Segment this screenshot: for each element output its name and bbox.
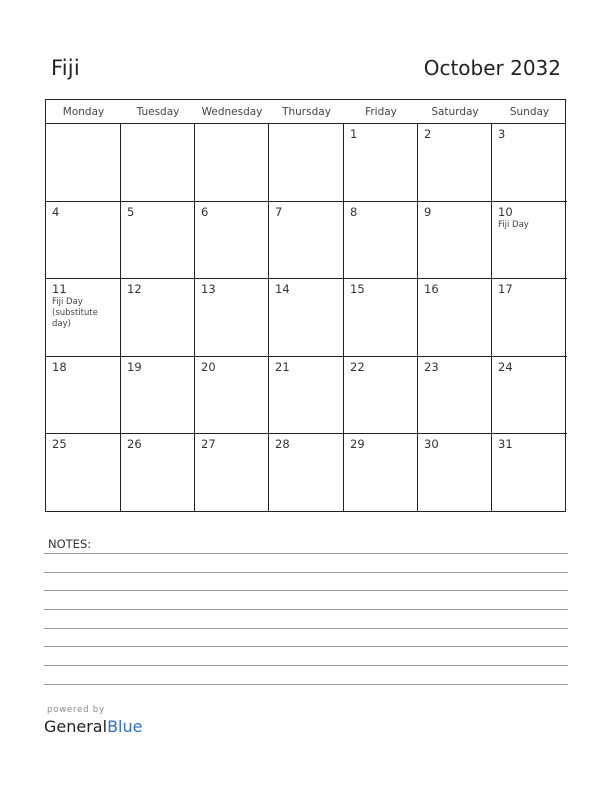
day-number: 28 [275,437,290,452]
day-cell [269,279,344,357]
day-number: 9 [424,204,432,219]
brand-logo [44,717,142,736]
day-cell [418,434,492,512]
day-number: 31 [498,437,513,452]
weekday-saturday: Saturday [431,106,479,118]
day-number: 8 [350,204,358,219]
note-line [44,665,568,666]
weekday-header [46,100,565,124]
day-number: 13 [201,282,216,297]
weekday-monday: Monday [62,106,105,118]
note-line [44,646,568,647]
day-cell [46,357,121,435]
brand-name-part2: Blue [107,717,143,736]
weekday-tuesday: Tuesday [136,106,180,118]
day-cell [344,202,418,280]
day-number: 10 [498,204,513,219]
day-cell [492,357,567,435]
day-cell [195,357,269,435]
day-cell [46,124,121,202]
day-cell [418,279,492,357]
weekday-friday: Friday [365,106,397,118]
day-cell [492,434,567,512]
day-cell [121,279,195,357]
calendar-grid [45,99,566,512]
weekday-sunday: Sunday [509,106,550,118]
day-cell [121,202,195,280]
days-grid [46,124,565,512]
day-number: 25 [52,437,67,452]
note-line [44,609,568,610]
day-cell [195,434,269,512]
note-line [44,553,568,554]
day-cell [344,434,418,512]
day-number: 19 [127,359,142,374]
day-number: 12 [127,282,142,297]
day-number: 3 [498,127,506,141]
day-cell [269,124,344,202]
day-number: 4 [52,204,60,219]
day-number: 22 [350,359,365,374]
day-cell [46,279,121,357]
day-number: 15 [350,282,365,297]
day-cell [492,279,567,357]
day-number: 24 [498,359,513,374]
day-number: 17 [498,282,513,297]
day-cell [492,124,567,202]
day-cell [344,279,418,357]
day-number: 6 [201,204,209,219]
day-number: 16 [424,282,439,297]
brand-name-part1: General [44,717,108,736]
note-line [44,572,568,573]
day-number: 30 [424,437,439,452]
weekday-wednesday: Wednesday [201,106,263,118]
day-cell [46,202,121,280]
day-number: 2 [424,127,432,141]
day-cell [195,124,269,202]
day-cell [121,434,195,512]
holiday-label: Fiji Day [498,219,529,230]
day-number: 7 [275,204,283,219]
day-cell [195,279,269,357]
holiday-label: Fiji Day (substitute day) [52,297,98,330]
day-number: 26 [127,437,142,452]
day-number: 11 [52,282,67,297]
powered-by-text: powered by [47,705,105,715]
weekday-thursday: Thursday [282,106,331,118]
day-cell [121,124,195,202]
month-title: October 2032 [423,56,561,80]
day-number: 20 [201,359,216,374]
day-cell [46,434,121,512]
notes-label: NOTES: [48,537,92,551]
country-title: Fiji [51,56,80,80]
day-number: 23 [424,359,439,374]
day-number: 18 [52,359,67,374]
day-cell [344,124,418,202]
day-cell [418,202,492,280]
day-cell [269,357,344,435]
day-number: 1 [350,127,358,141]
day-number: 27 [201,437,216,452]
day-number: 5 [127,204,135,219]
day-cell [121,357,195,435]
day-cell [195,202,269,280]
day-cell [269,202,344,280]
day-cell [269,434,344,512]
note-line [44,628,568,629]
day-number: 21 [275,359,290,374]
day-cell [418,124,492,202]
note-line [44,684,568,685]
day-cell [492,202,567,280]
note-line [44,590,568,591]
day-number: 14 [275,282,290,297]
day-number: 29 [350,437,365,452]
day-cell [344,357,418,435]
day-cell [418,357,492,435]
